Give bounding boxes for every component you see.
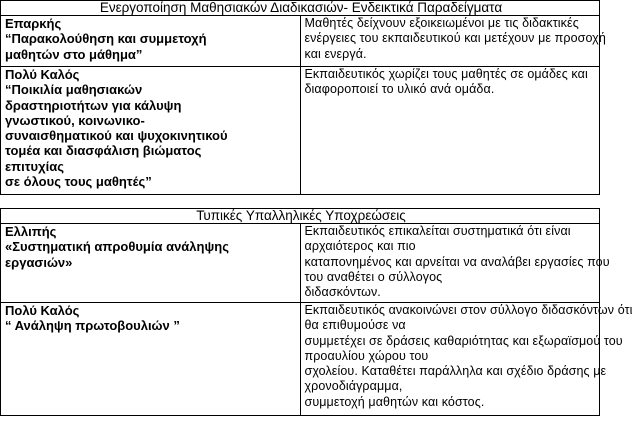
level-cell: [1, 303, 301, 416]
example-text: Μαθητές δείχνουν εξοικειωμένοι με τις διδακτικές: [304, 16, 579, 30]
level-description: “Ποικιλία μαθησιακών: [5, 82, 143, 98]
example-text: και ενεργά.: [304, 46, 367, 61]
official-duties-table: [0, 208, 632, 416]
level-description: τομέα και διασφάλιση βιώματος: [5, 143, 202, 159]
example-text: καταπονημένος και αρνείται να αναλάβει εργασίες που: [304, 254, 610, 269]
table-heading: Ενεργοποίηση Μαθησιακών Διαδικασιών- Ενδεικτικά Παραδείγματα: [1, 1, 600, 16]
level-description: σε όλους τους μαθητές”: [5, 174, 152, 190]
example-text: διαφοροποιεί το υλικό ανά ομάδα.: [304, 82, 495, 97]
example-cell: [300, 16, 606, 67]
level-description: μαθητών στο μάθημα”: [5, 46, 143, 62]
example-text: αρχαιότερος και πιο: [304, 239, 416, 254]
level-description: γνωστικού, κοινωνικο-: [5, 112, 145, 128]
level-name: Πολύ Καλός: [5, 67, 80, 82]
level-name: Πολύ Καλός: [5, 303, 80, 318]
table-row: [1, 16, 600, 67]
example-text: διδασκόντων.: [304, 285, 381, 300]
example-text: ενέργειες του εκπαιδευτικού και μετέχουν με προσοχή: [304, 31, 606, 46]
level-cell: [1, 16, 301, 67]
table-row: [1, 303, 600, 416]
level-name: Επαρκής: [5, 16, 62, 31]
level-description: δραστηριοτήτων για κάλυψη: [5, 97, 182, 113]
example-text: συμμετέχει σε δράσεις καθαριότητας και εξωραϊσμού του: [304, 333, 623, 348]
example-cell: [300, 224, 610, 303]
example-text: Εκπαιδευτικός ανακοινώνει στον σύλλογο διδασκόντων ότι: [304, 303, 632, 317]
example-cell: [300, 303, 632, 416]
level-description: επιτυχίας: [5, 158, 64, 174]
level-description: συναισθηματικού και ψυχοκινητικού: [5, 128, 228, 144]
example-text: του αναθέτει ο σύλλογος: [304, 269, 443, 284]
table-row: [1, 67, 600, 195]
table-heading-row: [1, 209, 600, 224]
level-description: «Συστηματική απροθυμία ανάληψης: [5, 239, 229, 255]
example-text: χρονοδιάγραμμα,: [304, 379, 403, 394]
level-description: “ Ανάληψη πρωτοβουλιών ”: [5, 318, 180, 334]
learning-processes-table: [0, 0, 606, 195]
level-description: εργασιών»: [5, 254, 73, 270]
example-cell: [300, 67, 600, 195]
table-heading-row: [1, 1, 600, 16]
example-text: Εκπαιδευτικός επικαλείται συστηματικά ότι είναι: [304, 224, 571, 238]
level-description: “Παρακολούθηση και συμμετοχή: [5, 31, 207, 47]
level-name: Ελλιπής: [5, 224, 57, 239]
level-cell: [1, 67, 301, 195]
example-text: Εκπαιδευτικός χωρίζει τους μαθητές σε ομάδες και: [304, 67, 588, 81]
example-text: σχολείου. Καταθέτει παράλληλα και σχέδιο δράσης με: [304, 364, 607, 379]
example-text: συμμετοχή μαθητών και κόστος.: [304, 394, 485, 409]
level-cell: [1, 224, 301, 303]
example-text: προαυλίου χώρου του: [304, 348, 429, 363]
table-row: [1, 224, 600, 303]
example-text: θα επιθυμούσε να: [304, 318, 406, 333]
table-heading: Τυπικές Υπαλληλικές Υποχρεώσεις: [1, 209, 600, 224]
